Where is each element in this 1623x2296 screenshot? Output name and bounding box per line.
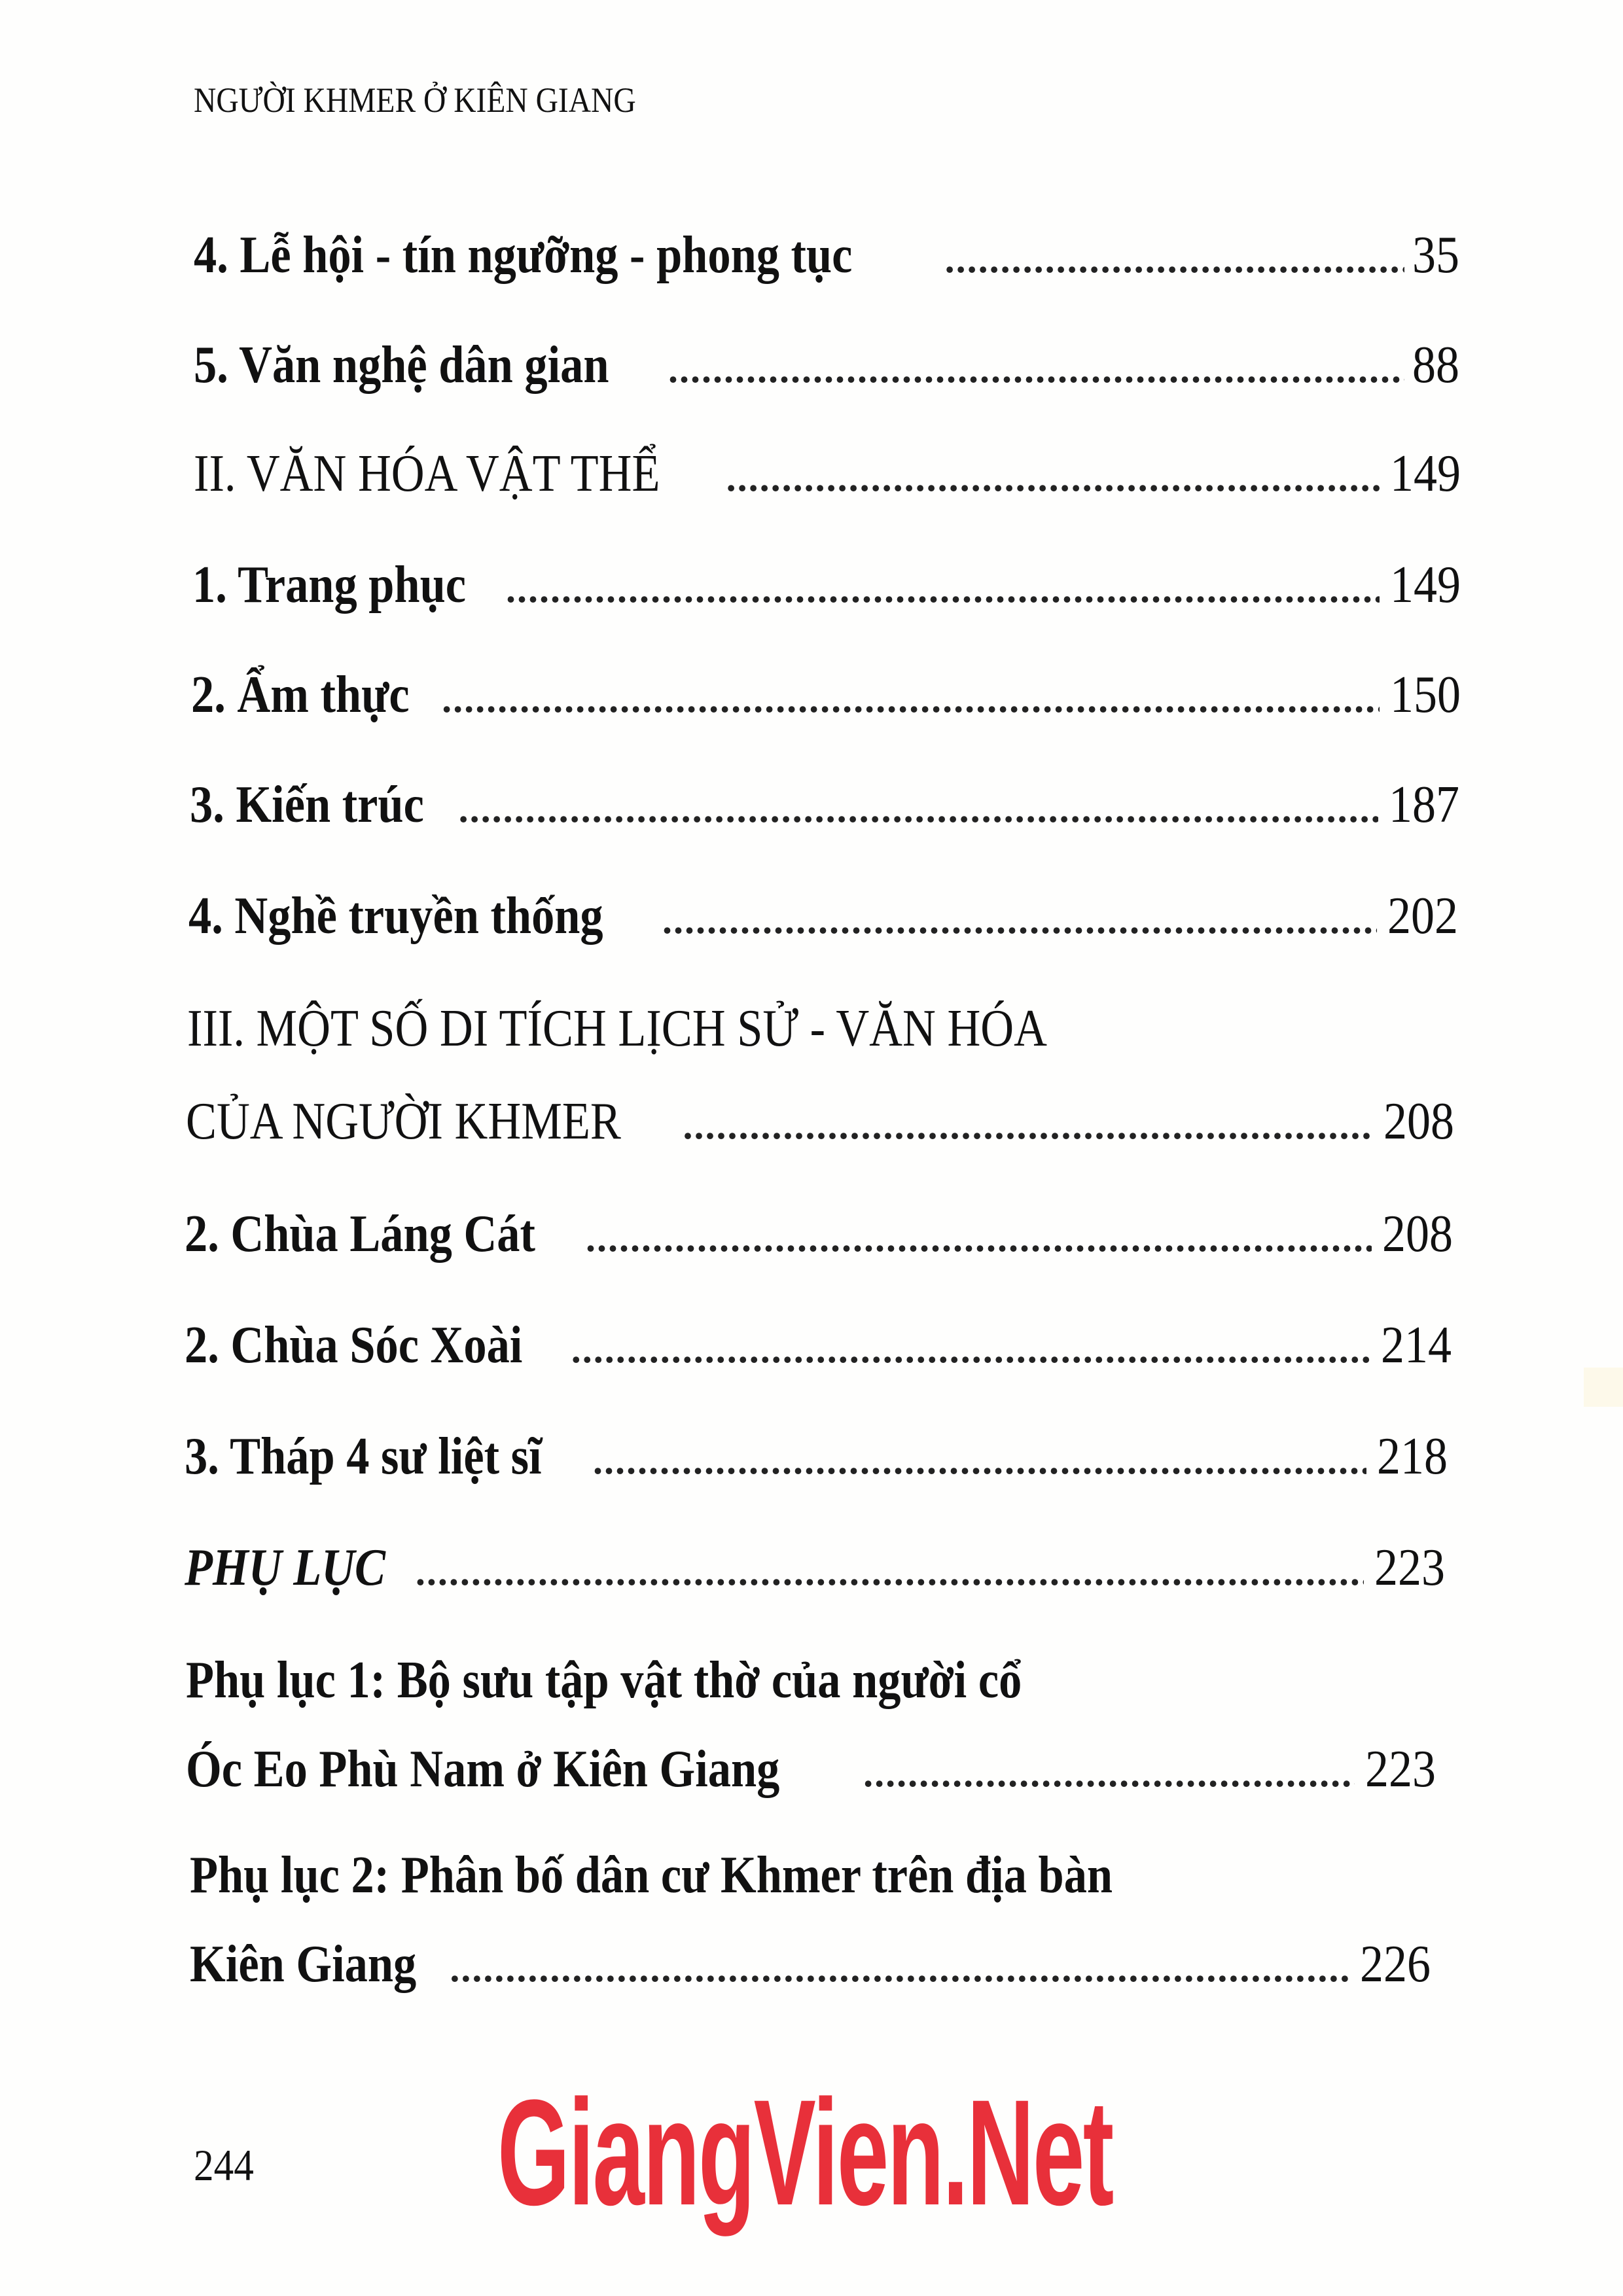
dot-leader <box>442 679 1380 718</box>
dot-leader <box>459 789 1378 828</box>
toc-entry-label: 4. Nghề truyền thống <box>188 887 603 945</box>
dot-leader <box>726 458 1380 497</box>
dot-leader <box>662 900 1377 940</box>
toc-entry <box>191 666 1461 724</box>
dot-leader <box>416 1552 1364 1591</box>
toc-entry-line1: Phụ lục 1: Bộ sưu tập vật thờ của người cổ <box>186 1651 1022 1709</box>
toc-entry-page: 208 <box>1383 1093 1454 1150</box>
toc-section-heading <box>194 445 1461 503</box>
toc-entry <box>185 1316 1452 1374</box>
toc-entry-page: 149 <box>1390 556 1461 614</box>
toc-entry-label: 5. Văn nghệ dân gian <box>194 336 609 394</box>
running-head: NGƯỜI KHMER Ở KIÊN GIANG <box>194 80 636 120</box>
toc-entry-page: 202 <box>1387 887 1458 945</box>
toc-entry-page: 150 <box>1390 666 1461 724</box>
toc-entry <box>185 1430 1448 1483</box>
toc-entry-page: 149 <box>1390 445 1461 503</box>
toc-entry-page: 223 <box>1365 1740 1436 1798</box>
page-number: 244 <box>194 2140 254 2190</box>
scan-artifact <box>1584 1368 1623 1407</box>
toc-appendix-heading <box>185 1539 1445 1597</box>
dot-leader <box>945 239 1404 279</box>
toc-entry-label: 3. Kiến trúc <box>190 776 424 834</box>
toc-entry-label: Óc Eo Phù Nam ở Kiên Giang <box>186 1740 780 1798</box>
toc-entry-label: 2. Ẩm thực <box>191 666 410 724</box>
dot-leader <box>593 1441 1366 1480</box>
toc-entry-page: 223 <box>1374 1539 1445 1597</box>
toc-entry-page: 187 <box>1389 776 1459 834</box>
toc-entry <box>190 776 1459 834</box>
watermark: GiangVien.Net <box>497 2068 1113 2236</box>
toc-entry <box>190 1935 1431 1993</box>
dot-leader <box>683 1106 1373 1145</box>
dot-leader <box>668 349 1404 389</box>
toc-entry-page: 226 <box>1360 1935 1431 1993</box>
toc-entry-page: 208 <box>1382 1205 1453 1263</box>
toc-entry-label: 1. Trang phục <box>192 556 466 614</box>
toc-entry <box>194 336 1459 394</box>
toc-entry-label: 2. Chùa Sóc Xoài <box>185 1316 523 1374</box>
dot-leader <box>506 569 1380 609</box>
toc-entry-label: 2. Chùa Láng Cát <box>185 1205 535 1263</box>
toc-entry-label: II. VĂN HÓA VẬT THỂ <box>194 445 660 503</box>
toc-section-heading <box>186 1095 1454 1148</box>
toc-entry-page: 218 <box>1377 1428 1448 1485</box>
toc-entry-label: 4. Lễ hội - tín ngưỡng - phong tục <box>194 226 853 284</box>
toc-entry-label: PHỤ LỤC <box>185 1539 386 1597</box>
dot-leader <box>450 1949 1349 1988</box>
toc-entry-page: 214 <box>1381 1316 1452 1374</box>
toc-entry <box>186 1740 1436 1798</box>
toc-section-heading-line1: III. MỘT SỐ DI TÍCH LỊCH SỬ - VĂN HÓA <box>187 1000 1047 1057</box>
toc-entry-label: Kiên Giang <box>190 1935 417 1993</box>
toc-entry <box>188 887 1458 945</box>
toc-entry-page: 35 <box>1412 226 1459 284</box>
toc-entry <box>192 556 1461 614</box>
toc-entry-line1: Phụ lục 2: Phân bố dân cư Khmer trên địa bàn <box>190 1846 1113 1904</box>
toc-entry-page: 88 <box>1412 336 1459 394</box>
toc-entry-label: 3. Tháp 4 sư liệt sĩ <box>185 1428 542 1485</box>
toc-entry <box>194 226 1459 284</box>
dot-leader <box>586 1218 1372 1258</box>
toc-entry <box>185 1205 1453 1263</box>
dot-leader <box>863 1754 1355 1793</box>
toc-entry-label: CỦA NGƯỜI KHMER <box>186 1093 621 1150</box>
dot-leader <box>571 1330 1370 1369</box>
